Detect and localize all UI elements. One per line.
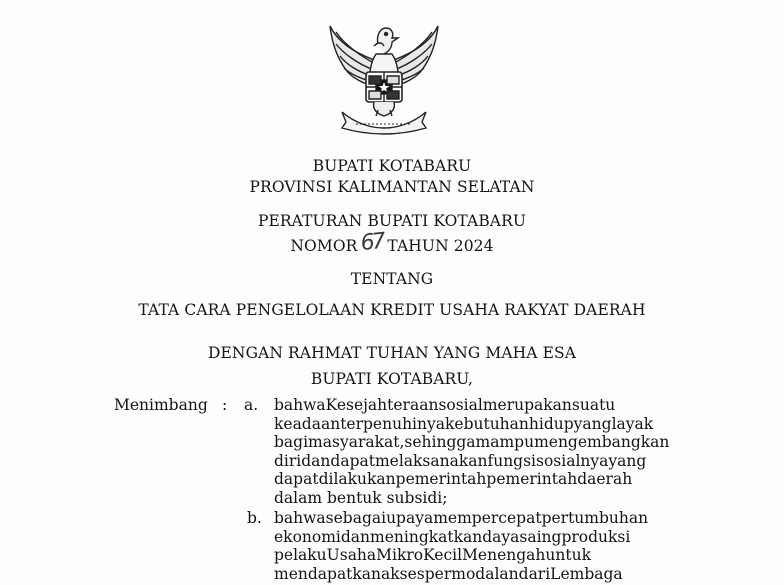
item-a-text (274, 396, 694, 508)
menimbang-label: Menimbang (114, 396, 208, 414)
item-a-line: bahwaKesejahteraansosialmerupakansuatu (274, 396, 616, 414)
regulation-title: PERATURAN BUPATI KOTABARU (257, 212, 527, 230)
item-a-line: bagimasyarakat,sehinggamampumengembangkan (274, 433, 670, 452)
nomor-prefix: NOMOR (290, 237, 358, 255)
item-a-line: keadaanterpenuhinyakebutuhanhidupyanglayak (274, 414, 654, 433)
item-a-letter: a. (244, 396, 259, 414)
menimbang-colon: : (222, 396, 228, 414)
item-b-line: mendapatkanaksespermodalandariLembaga (274, 564, 623, 583)
item-a-line: diridandapatmelaksanakanfungsisosialnyayang (274, 451, 647, 470)
item-a-line: dalam bentuk subsidi; (274, 488, 448, 507)
regulation-subject: TATA CARA PENGELOLAAN KREDIT USAHA RAKYAT DAERAH (138, 301, 646, 319)
preamble-line-2: BUPATI KOTABARU, (310, 370, 474, 388)
item-a-line: dapatdilakukanpemerintahpemerintahdaerah (274, 470, 633, 489)
header-line-2: PROVINSI KALIMANTAN SELATAN (249, 178, 535, 196)
handwritten-number: 67 (359, 228, 385, 257)
item-b-line: ekonomidanmeningkatkandayasaingproduksi (274, 527, 631, 546)
garuda-emblem-icon (322, 16, 446, 138)
preamble-line-1: DENGAN RAHMAT TUHAN YANG MAHA ESA (207, 344, 577, 362)
regulation-number (0, 228, 784, 257)
item-b-text (274, 509, 694, 583)
nomor-year: TAHUN 2024 (387, 237, 494, 255)
item-b-line: bahwasebagaiupayamempercepatpertumbuhan (274, 509, 649, 527)
item-b-letter: b. (247, 509, 262, 527)
header-line-1: BUPATI KOTABARU (312, 157, 472, 175)
item-b-line: pelakuUsahaMikroKecilMenengahuntuk (274, 546, 591, 565)
tentang-heading: TENTANG (350, 270, 434, 288)
